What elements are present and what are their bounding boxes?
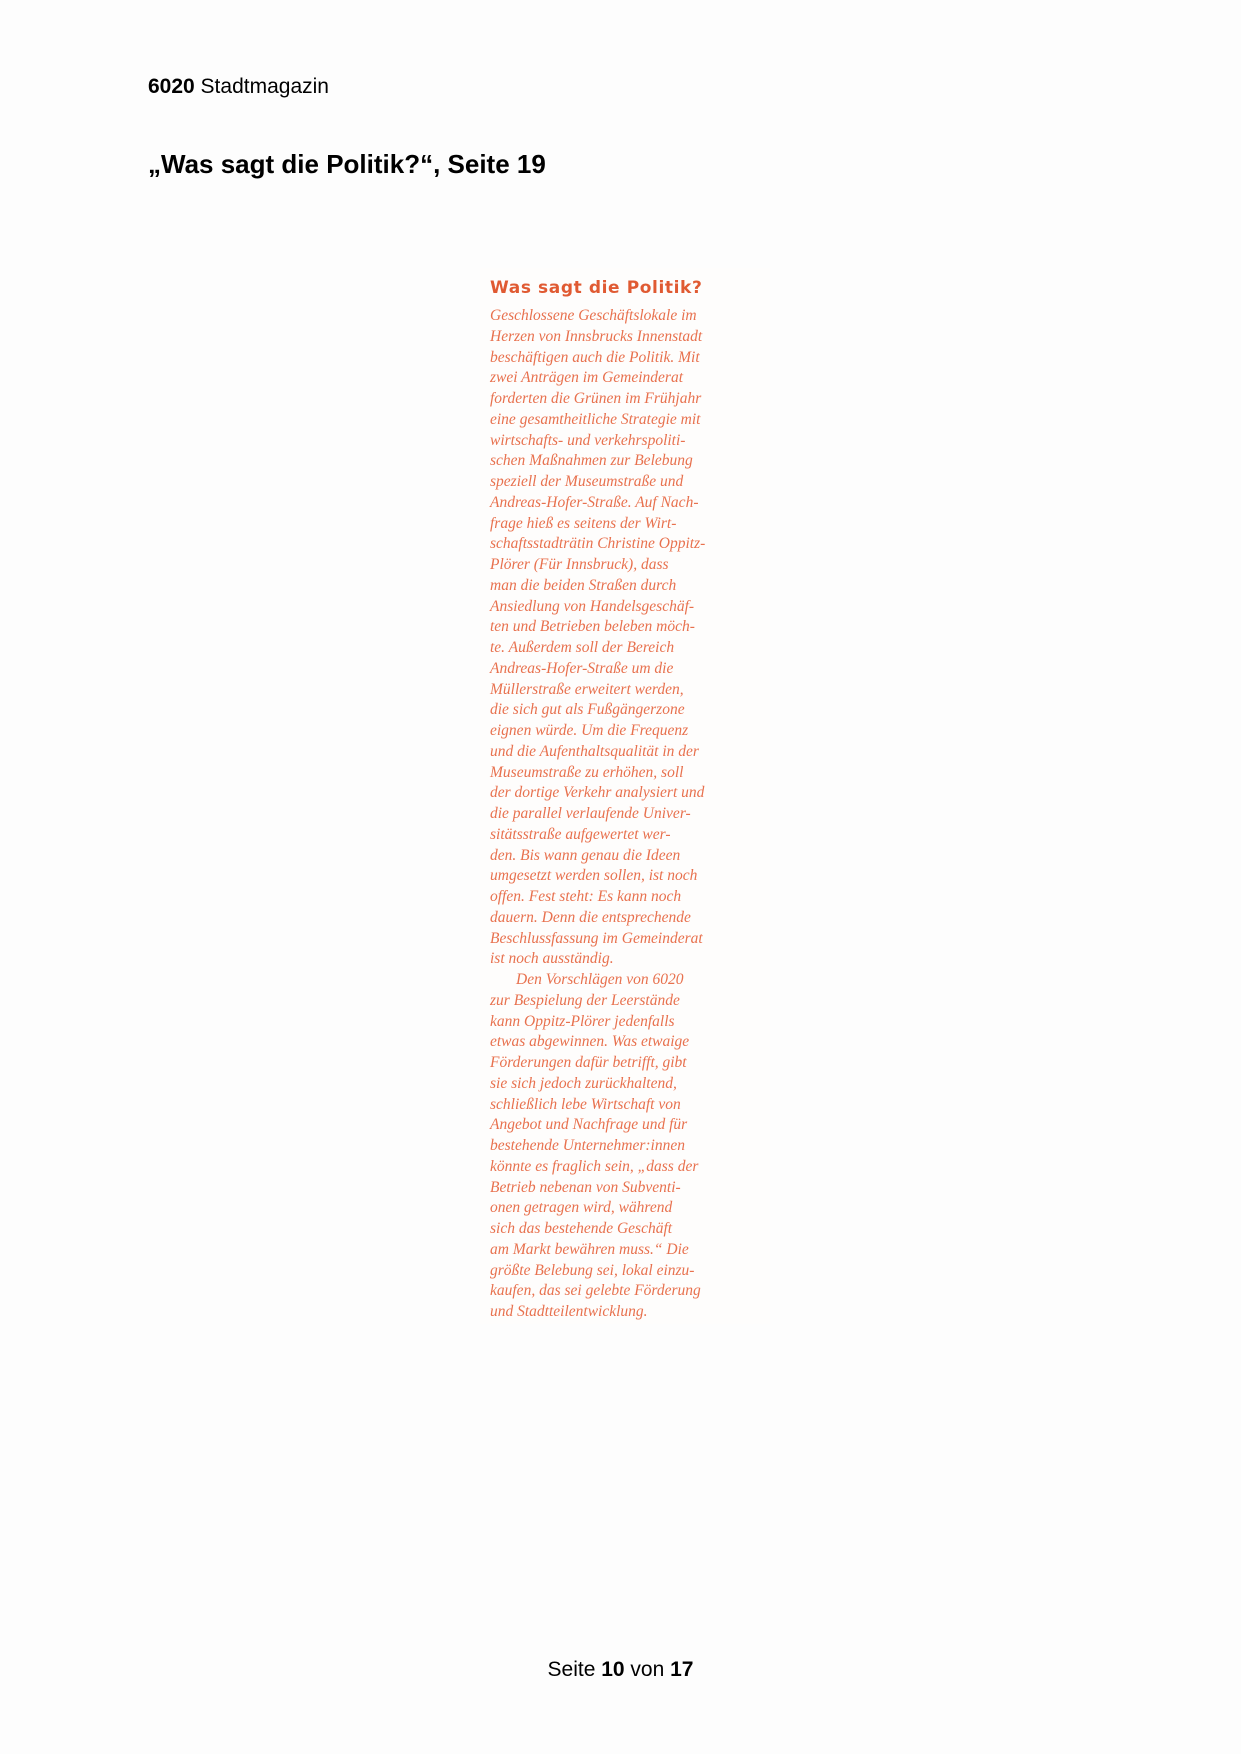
clipping-line: Förderungen dafür betrifft, gibt (490, 1054, 687, 1071)
clipping-line: Andreas-Hofer-Straße. Auf Nach- (490, 493, 699, 511)
clipping-line: man die beiden Straßen durch (490, 576, 677, 594)
clipping-line: zur Bespielung der Leerstände (490, 991, 680, 1009)
clipping-line: etwas abgewinnen. Was etwaige (490, 1033, 690, 1051)
page-footer (0, 1656, 1241, 1684)
clipping-line: forderten die Grünen im Frühjahr (490, 390, 702, 407)
clipping-line: Geschlossene Geschäftslokale im (490, 307, 697, 324)
clipping-line: dauern. Denn die entsprechende (490, 908, 691, 926)
clipping-line: schaftsstadträtin Christine Oppitz- (490, 535, 706, 553)
clipping-line: Museumstraße zu erhöhen, soll (490, 763, 684, 781)
clipping-line: der dortige Verkehr analysiert und (490, 784, 705, 802)
clipping-line: Müllerstraße erweitert werden, (490, 680, 684, 698)
clipping-line: größte Belebung sei, lokal einzu- (490, 1261, 695, 1279)
clipping-heading: Was sagt die Politik? (490, 278, 703, 298)
clipping-line: frage hieß es seitens der Wirt- (490, 514, 677, 532)
clipping-line: ist noch ausständig. (490, 950, 614, 968)
clipping-line: und Stadtteilentwicklung. (490, 1303, 648, 1320)
clipping-line: eine gesamtheitliche Strategie mit (490, 410, 701, 428)
clipping-line: bestehende Unternehmer:innen (490, 1137, 685, 1154)
clipping-line: die parallel verlaufende Univer- (490, 805, 691, 822)
clipping-line: Betrieb nebenan von Subventi- (490, 1178, 681, 1196)
clipping-line: wirtschafts- und verkehrspoliti- (490, 431, 686, 449)
clipping-line: beschäftigen auch die Politik. Mit (490, 348, 700, 366)
clipping-line: speziell der Museumstraße und (490, 473, 684, 490)
clipping-line: Plörer (Für Innsbruck), dass (490, 556, 669, 573)
clipping-line: Andreas-Hofer-Straße um die (490, 659, 674, 677)
publication-name-rest: Stadtmagazin (194, 75, 329, 98)
clipping-line: könnte es fraglich sein, „dass der (490, 1157, 699, 1175)
current-page-number: 10 (601, 1658, 625, 1681)
clipping-line: Beschlussfassung im Gemeinderat (490, 929, 703, 947)
publication-name-bold: 6020 (148, 75, 195, 98)
clipping-line: offen. Fest steht: Es kann noch (490, 888, 682, 905)
clipping-line: Herzen von Innsbrucks Innenstadt (490, 327, 703, 345)
clipping-line: onen getragen wird, während (490, 1199, 673, 1217)
clipping-line: zwei Anträgen im Gemeinderat (490, 369, 684, 387)
clipping-paragraph-start: Den Vorschlägen von 6020 (516, 971, 684, 988)
clipping-line: kaufen, das sei gelebte Förderung (490, 1282, 701, 1300)
publication-header (148, 73, 329, 101)
clipping-line: kann Oppitz-Plörer jedenfalls (490, 1012, 675, 1030)
clipping-line: sitätsstraße aufgewertet wer- (490, 825, 671, 843)
clipping-line: ten und Betrieben beleben möch- (490, 618, 695, 636)
newspaper-clipping (480, 268, 770, 1324)
clipping-line: Angebot und Nachfrage und für (490, 1116, 688, 1134)
clipping-line: sich das bestehende Geschäft (490, 1220, 673, 1237)
clipping-line: umgesetzt werden sollen, ist noch (490, 867, 698, 885)
clipping-line: schen Maßnahmen zur Belebung (490, 452, 693, 470)
clipping-line: te. Außerdem soll der Bereich (490, 639, 675, 656)
page-number-separator: von (624, 1658, 671, 1681)
clipping-line: eignen würde. Um die Frequenz (490, 722, 689, 739)
clipping-line: am Markt bewähren muss.“ Die (490, 1240, 689, 1258)
clipping-line: und die Aufenthaltsqualität in der (490, 742, 699, 760)
clipping-line: die sich gut als Fußgängerzone (490, 701, 685, 719)
page-number-prefix: Seite (547, 1658, 602, 1681)
clipping-line: den. Bis wann genau die Ideen (490, 846, 681, 864)
clipping-line: Ansiedlung von Handelsgeschäf- (490, 597, 695, 615)
total-page-count: 17 (670, 1658, 694, 1681)
clipping-text-column (490, 306, 762, 1323)
clipping-line: schließlich lebe Wirtschaft von (490, 1095, 681, 1113)
clipping-line: sie sich jedoch zurückhaltend, (490, 1074, 677, 1092)
document-title: „Was sagt die Politik?“, Seite 19 (148, 149, 546, 179)
